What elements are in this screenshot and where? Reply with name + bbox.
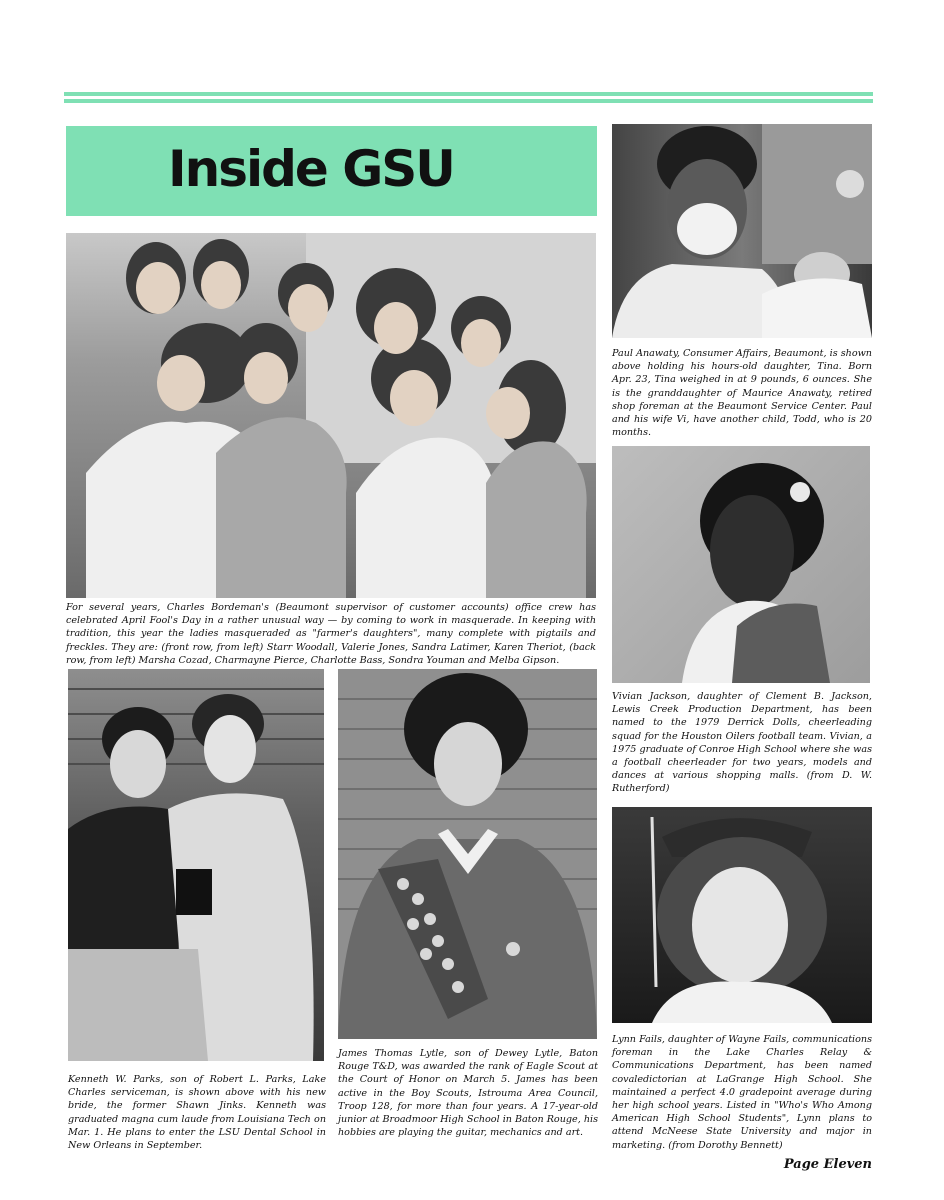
fails-photo bbox=[612, 807, 872, 1023]
top-rule-upper bbox=[64, 92, 873, 96]
top-rule-lower bbox=[64, 99, 873, 103]
parks-photo bbox=[68, 669, 324, 1061]
group-photo-caption: For several years, Charles Bordeman's (Beaumont supervisor of customer accounts) office crew has celebrated April Fool's Day in a rather unusual way — by coming to work in masquerade. In keeping with tradition, this year the ladies masqueraded as "farmer's daughters", many complete with pigtails and freckles. They are: (front row, from left) Starr Woodall, Valerie Jones, Sandra Latimer, Karen Theriot, (back row, from left) Marsha Cozad, Charmayne Pierce, Charlotte Bass, Sondra Youman and Melba Gipson. bbox=[66, 602, 596, 666]
group-photo bbox=[66, 233, 596, 598]
page-number: Page Eleven bbox=[783, 1157, 872, 1172]
anawaty-photo bbox=[612, 124, 872, 338]
jackson-photo-caption: Vivian Jackson, daughter of Clement B. Jackson, Lewis Creek Production Department, has been named to the 1979 Derrick Dolls, cheerleading squad for the Houston Oilers football team. Vivian, a 1975 graduate of Conroe High School where she was a football cheerleader for two years, models and dances at various shopping malls. (from D. W. Rutherford) bbox=[612, 691, 872, 795]
fails-photo-caption: Lynn Fails, daughter of Wayne Fails, communications foreman in the Lake Charles Relay & Communications Department, has been named covaledictorian at LaGrange High School. She maintained a perfect 4.0 gradepoint average during her high school years. Listed in "Who's Who Among American High School Students", Lynn plans to attend McNeese State University and major in marketing. (from Dorothy Bennett) bbox=[612, 1034, 872, 1151]
jackson-photo bbox=[612, 446, 870, 683]
page-title: Inside GSU bbox=[168, 140, 454, 198]
lytle-photo-caption: James Thomas Lytle, son of Dewey Lytle, Baton Rouge T&D, was awarded the rank of Eagle Scout at the Court of Honor on March 5. James has been active in the Boy Scouts, Istrouma Area Council, Troop 128, for more than four years. A 17-year-old junior at Broadmoor High School in Baton Rouge, his hobbies are playing the guitar, mechanics and art. bbox=[338, 1048, 598, 1139]
lytle-photo bbox=[338, 669, 597, 1039]
anawaty-photo-caption: Paul Anawaty, Consumer Affairs, Beaumont, is shown above holding his hours-old daughter, Tina. Born Apr. 23, Tina weighed in at 9 pounds, 6 ounces. She is the granddaughter of Maurice Anawaty, retired shop foreman at the Beaumont Service Center. Paul and his wife Vi, have another child, Todd, who is 20 months. bbox=[612, 348, 872, 439]
title-banner bbox=[66, 126, 597, 216]
parks-photo-caption: Kenneth W. Parks, son of Robert L. Parks, Lake Charles serviceman, is shown above with his new bride, the former Shawn Jinks. Kenneth was graduated magna cum laude from Louisiana Tech on Mar. 1. He plans to enter the LSU Dental School in New Orleans in September. bbox=[68, 1074, 326, 1152]
